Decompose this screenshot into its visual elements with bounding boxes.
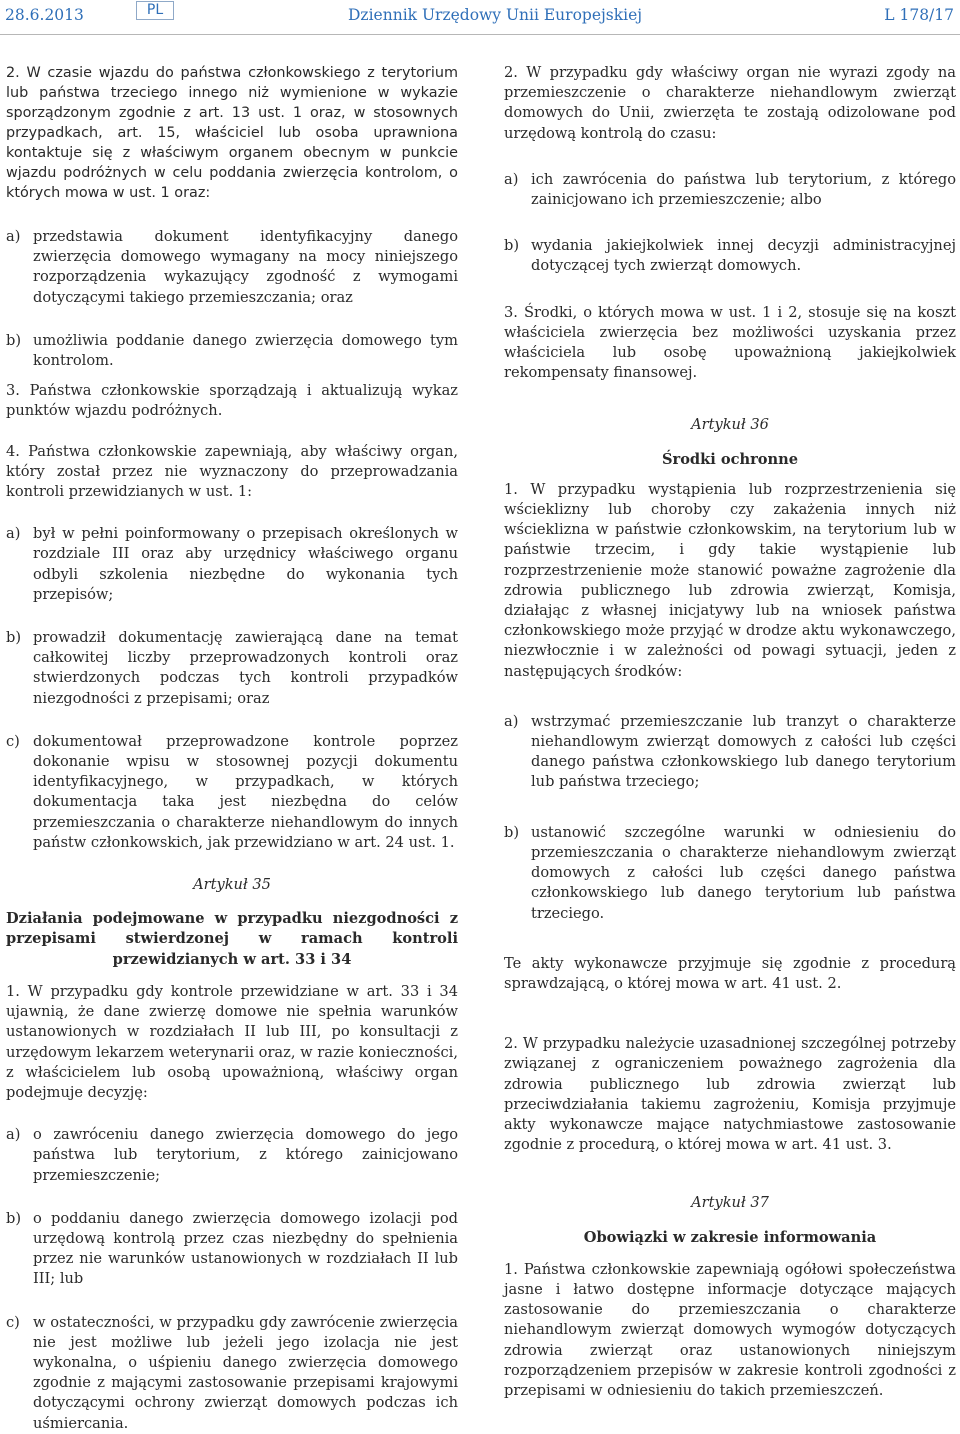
article-35-title: Działania podejmowane w przypadku niezgodności z przepisami stwierdzonej w ramach kontroli przewidzianych w art. 33 i 34 xyxy=(6,910,458,968)
item-text: był w pełni poinformowany o przepisach określonych w rozdziale III oraz aby urzędnicy właściwego organu odbyli szkolenia niezbędne do wykonania tych przepisów; xyxy=(33,525,458,603)
list-decisions xyxy=(6,1125,458,1434)
article-35-paragraph-1: 1. W przypadku gdy kontrole przewidziane w art. 33 i 34 ujawnią, że dane zwierzę domowe nie spełnia warunków ustanowionych w rozdziałach II lub III, po konsultacji z urzędowym lekarzem weterynarii oraz, w razie konieczności, z właścicielem lub osobą upoważnioną, właściwy organ podejmuje decyzję: xyxy=(6,982,458,1101)
item-label: a) xyxy=(6,525,21,543)
item-label: c) xyxy=(6,732,20,750)
item-label: a) xyxy=(6,1126,21,1144)
item-text: przedstawia dokument identyfikacyjny danego zwierzęcia domowego wymagany na mocy niniejszego rozporządzenia wykazujący zgodność z wymogami dotyczącymi takiego przemieszczania; oraz xyxy=(33,228,458,306)
language-badge: PL xyxy=(136,1,174,20)
list-protective-measures xyxy=(504,712,956,924)
item-label: b) xyxy=(6,331,22,349)
list-authority-duties xyxy=(6,524,458,853)
list-item xyxy=(6,628,458,709)
list-entry-obligations xyxy=(6,227,458,371)
header-divider xyxy=(0,34,960,35)
item-label: a) xyxy=(504,170,519,188)
article-36-title: Środki ochronne xyxy=(661,450,799,468)
item-text: prowadził dokumentację zawierającą dane na temat całkowitej liczby przeprowadzonych kontroli oraz stwierdzonych podczas tych kontroli przypadków niezgodności z przepisami; oraz xyxy=(33,629,458,707)
paragraph-2-entry-check: 2. W czasie wjazdu do państwa członkowskiego z terytorium lub państwa trzeciego innego niż wymienione w wykazie sporządzonym zgodnie z art. 13 ust. 1 oraz, w stosownych przypadkach, art. 15, właściciel lub osoba uprawniona kontaktuje się z właściwym organem obecnym w punkcie wjazdu podróżnych w celu poddania zwierzęcia kontrolom, o których mowa w ust. 1 oraz: xyxy=(6,65,458,201)
article-37-number: Artykuł 37 xyxy=(691,1194,769,1212)
header-date: 28.6.2013 xyxy=(5,6,84,24)
item-label: a) xyxy=(504,712,519,730)
item-label: b) xyxy=(6,629,22,647)
item-text: o zawróceniu danego zwierzęcia domowego do jego państwa lub terytorium, z którego zainicjowano przemieszczenie; xyxy=(33,1126,458,1184)
item-text: ustanowić szczególne warunki w odniesieniu do przemieszczania o charakterze niehandlowym zwierząt domowych z całości lub części danego państwa członkowskiego lub danego terytorium lub państwa trzeciego. xyxy=(531,823,956,922)
item-text: dokumentował przeprowadzone kontrole poprzez dokonanie wpisu w stosownej pozycji dokumentu identyfikacyjnego, w przypadkach, w których dokumentacja taka jest niezbędna do celów przemieszczania o charakterze niehandlowym do innych państw członkowskich, jak przewidziano w art. 24 ust. 1. xyxy=(33,732,458,851)
article-36-implementing-acts: Te akty wykonawcze przyjmuje się zgodnie z procedurą sprawdzającą, o której mowa w art. 41 ust. 2. xyxy=(504,954,956,992)
item-label: a) xyxy=(6,228,21,245)
item-label: b) xyxy=(504,823,520,841)
list-item xyxy=(504,712,956,793)
item-text: w ostateczności, w przypadku gdy zawrócenie zwierzęcia nie jest możliwe lub jeżeli jego izolacja nie jest wykonalna, o uśpieniu danego zwierzęcia domowego zgodnie z mającymi zastosowanie przepisami krajowymi dotyczącymi ochrony zwierząt domowych podczas ich uśmiercania. xyxy=(33,1313,458,1432)
article-37-paragraph-1: 1. Państwa członkowskie zapewniają ogółowi społeczeństwa jasne i łatwo dostępne informacje dotyczące mających zastosowanie do przemieszczania o charakterze niehandlowym zwierząt domowych wymogów dotyczących zdrowia zwierząt oraz ustanowionych niniejszym rozporządzeniem przepisów w zakresie kontroli zgodności z przepisami w odniesieniu do takich przemieszczeń. xyxy=(504,1260,956,1399)
list-item xyxy=(504,823,956,924)
right-column xyxy=(504,63,956,1401)
article-37-title: Obowiązki w zakresie informowania xyxy=(583,1228,877,1246)
article-36-number: Artykuł 36 xyxy=(691,416,769,434)
list-item xyxy=(6,1313,458,1434)
paragraph-3-costs: 3. Środki, o których mowa w ust. 1 i 2, stosuje się na koszt właściciela zwierzęcia bez możliwości uzyskania przez właściciela lub osobę upoważnioną jakiejkolwiek rekompensaty finansowej. xyxy=(504,303,956,382)
article-36-paragraph-2: 2. W przypadku należycie uzasadnionej szczególnej potrzeby związanej z ograniczeniem poważnego zagrożenia dla zdrowia publicznego lub zdrowia zwierząt lub przeciwdziałania takiemu zagrożeniu, Komisja przyjmuje akty wykonawcze mające natychmiastowe zastosowanie zgodnie z procedurą, o której mowa w art. 41 ust. 3. xyxy=(504,1035,956,1154)
item-text: wydania jakiejkolwiek innej decyzji administracyjnej dotyczącej tych zwierząt domowych. xyxy=(531,237,956,275)
article-35-number: Artykuł 35 xyxy=(193,876,271,894)
list-item xyxy=(6,331,458,371)
list-item xyxy=(6,1209,458,1290)
article-36-paragraph-1: 1. W przypadku wystąpienia lub rozprzestrzenienia się wścieklizny lub choroby czy zakażenia innych niż wścieklizna w państwie członkowskim, na terytorium lub w państwie trzecim, i gdy takie wystąpienie lub rozprzestrzenienie może stanowić poważne zagrożenie dla zdrowia publicznego lub zdrowia zwierząt, Komisja, działając z własnej inicjatywy lub na wniosek państwa członkowskiego może przyjąć w drodze aktu wykonawczego, niezwłocznie i w zależności od powagi sytuacji, jeden z następujących środków: xyxy=(504,480,956,680)
list-item xyxy=(6,524,458,605)
item-text: umożliwia poddanie danego zwierzęcia domowego tym kontrolom. xyxy=(33,331,458,370)
item-label: c) xyxy=(6,1313,20,1331)
item-text: wstrzymać przemieszczanie lub tranzyt o charakterze niehandlowym zwierząt domowych z całości lub części danego państwa członkowskiego lub danego terytorium lub państwa trzeciego; xyxy=(531,712,956,791)
list-item xyxy=(504,170,956,210)
paragraph-2-refusal: 2. W przypadku gdy właściwy organ nie wyrazi zgody na przemieszczenie o charakterze niehandlowym zwierząt domowych do Unii, zwierzęta te zostają odizolowane pod urzędową kontrolą do czasu: xyxy=(504,64,956,142)
page-header xyxy=(0,0,960,36)
list-item xyxy=(6,1125,458,1186)
item-label: b) xyxy=(504,237,520,255)
journal-title: Dziennik Urzędowy Unii Europejskiej xyxy=(348,6,643,24)
left-column xyxy=(6,63,458,1434)
list-item xyxy=(504,236,956,276)
item-text: ich zawrócenia do państwa lub terytorium, z którego zainicjowano ich przemieszczenie; albo xyxy=(531,170,956,209)
list-item xyxy=(6,227,458,308)
list-isolation-until xyxy=(504,170,956,277)
item-label: b) xyxy=(6,1209,22,1227)
paragraph-3: 3. Państwa członkowskie sporządzają i aktualizują wykaz punktów wjazdu podróżnych. xyxy=(6,382,458,420)
list-item xyxy=(6,732,458,853)
paragraph-4: 4. Państwa członkowskie zapewniają, aby właściwy organ, który został przez nie wyznaczony do przeprowadzania kontroli przewidzianych w ust. 1: xyxy=(6,442,458,501)
item-text: o poddaniu danego zwierzęcia domowego izolacji pod urzędową kontrolą przez czas niezbędny do spełnienia przez nie warunków ustanowionych w rozdziałach II lub III; lub xyxy=(33,1209,458,1288)
page-reference: L 178/17 xyxy=(884,6,954,24)
